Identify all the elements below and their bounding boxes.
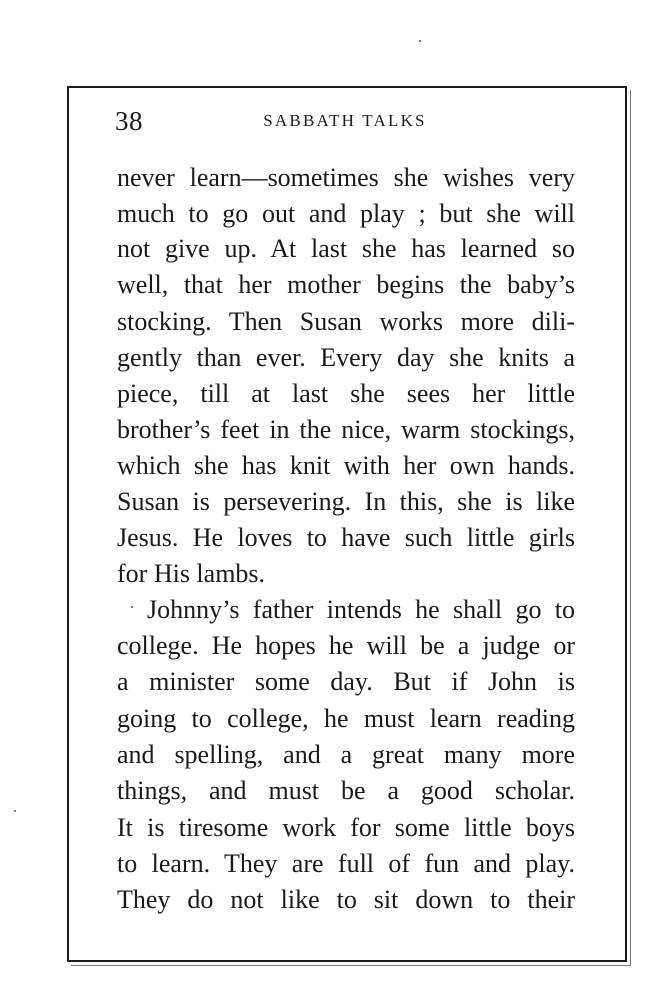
text-line: They do not like to sit down to their (117, 885, 575, 914)
paper-speck (131, 606, 133, 608)
paper-speck (14, 810, 16, 812)
text-line: brother’s feet in the nice, warm stockings, (117, 415, 575, 444)
text-line: well, that her mother begins the baby’s (117, 270, 575, 299)
text-line: to learn. They are full of fun and play. (117, 849, 575, 878)
text-line: not give up. At last she has learned so (117, 234, 575, 263)
page-number: 38 (115, 106, 143, 136)
paper-speck (419, 40, 421, 42)
text-line: Jesus. He loves to have such little girls (117, 523, 575, 552)
text-line: a minister some day. But if John is (117, 667, 575, 696)
text-line: Johnny’s father intends he shall go to (147, 595, 575, 624)
text-line: for His lambs. (117, 559, 266, 588)
text-line: college. He hopes he will be a judge or (117, 631, 575, 660)
text-line: going to college, he must learn reading (117, 704, 575, 733)
text-line: Susan is persevering. In this, she is like (117, 487, 575, 516)
running-head: SABBATH TALKS (263, 111, 427, 130)
text-line: gently than ever. Every day she knits a (117, 343, 575, 372)
text-line: stocking. Then Susan works more dili- (117, 307, 575, 336)
text-line: and spelling, and a great many more (117, 740, 575, 769)
text-line: which she has knit with her own hands. (117, 451, 575, 480)
text-line: never learn—sometimes she wishes very (117, 163, 575, 192)
text-line: much to go out and play ; but she will (117, 199, 575, 228)
text-line: It is tiresome work for some little boys (117, 813, 575, 842)
text-line: things, and must be a good scholar. (117, 776, 575, 805)
text-line: piece, till at last she sees her little (117, 379, 575, 408)
